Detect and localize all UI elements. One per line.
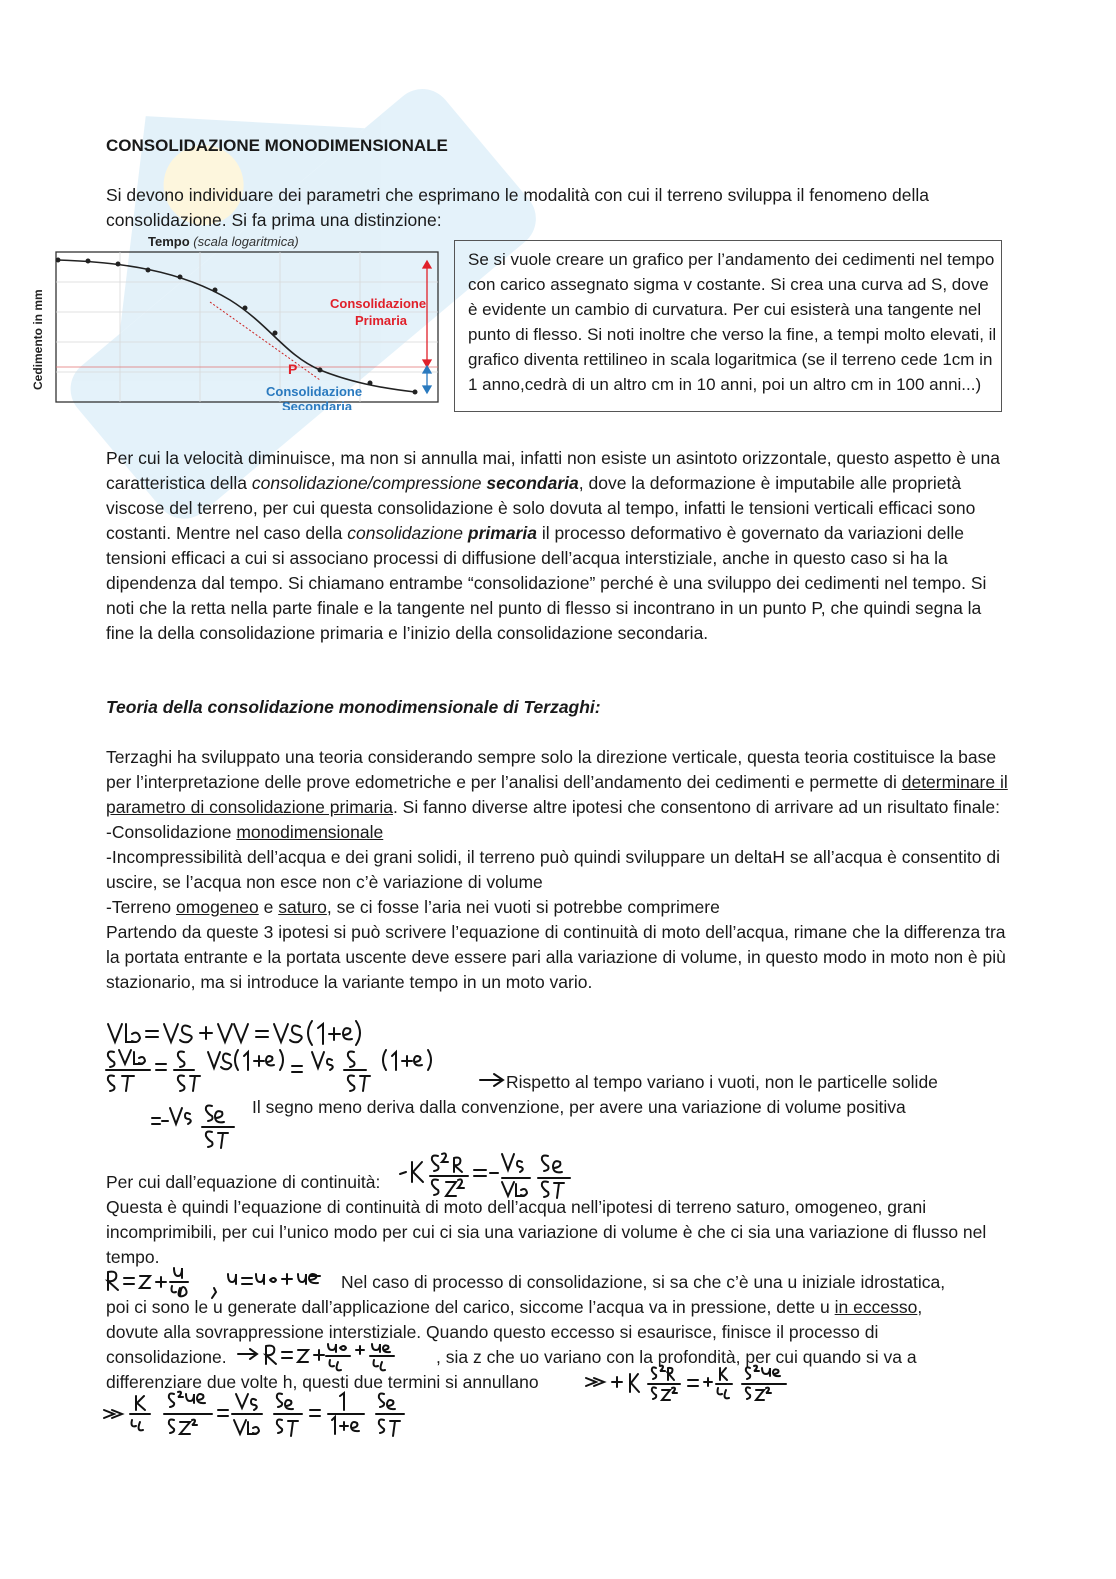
infobox-text: Se si vuole creare un grafico per l’andamento dei cedimenti nel tempo con carico assegnato sigma v costante. Si crea una curva ad S, dove è evidente un cambio di curvatura. Per cui esisterà una tangente nel punto di flesso. Si noti inoltre che verso la fine, a tempi molto elevati, il grafico diventa rettilineo in scala logaritmica (se il terreno cede 1cm in 1 anno,cedrà di un altro cm in 10 anni, poi un altro cm in 100 anni...) (468, 250, 997, 394)
primary-label-1: Consolidazione (330, 296, 427, 311)
chart-top-label: Tempo (scala logaritmica) (148, 234, 299, 249)
chart-description-box (454, 240, 1002, 412)
section-heading-terzaghi: Teoria della consolidazione monodimensionale di Terzaghi: (106, 697, 601, 717)
terzaghi-intro: Terzaghi ha sviluppato una teoria considerando sempre solo la direzione verticale, questa teoria costituisce la base per l’interpretazione delle prove edometriche e per l’analisi dell’andamento dei cedimenti e permette di determinare il parametro di consolidazione primaria. Si fanno diverse altre ipotesi che consentono di arrivare ad un risultato finale: (106, 747, 1008, 817)
hypothesis-3: -Terreno omogeneo e saturo, se ci fosse l’aria nei vuoti si potrebbe comprimere (106, 897, 720, 917)
continuity-label: Per cui dall’equazione di continuità: (106, 1172, 381, 1192)
note-overpressure: dovute alla sovrappressione interstiziale. Quando questo eccesso si esaurisce, finisce il processo di (106, 1322, 879, 1342)
continuity-intro: Partendo da queste 3 ipotesi si può scrivere l’equazione di continuità di moto dell’acqua, rimane che la differenza tra la portata entrante e la portata uscente deve essere pari alla variazione di volume, in questo modo in moto non è più stazionario, ma si introduce la variante tempo in un moto vario. (106, 922, 1006, 992)
note-excess-pressure: poi ci sono le u generate dall’applicazione del carico, siccome l’acqua va in pressione, dette u in eccesso, (106, 1297, 923, 1317)
note-consolidation-initial-u: Nel caso di processo di consolidazione, si sa che c’è una u iniziale idrostatica, (341, 1272, 946, 1292)
consolidation-curve-chart (30, 230, 455, 410)
chart-y-label: Cedimento in mm (31, 289, 45, 390)
intro-paragraph: Si devono individuare dei parametri che esprimano le modalità con cui il terreno sviluppa il fenomeno della consolidazione. Si fa prima una distinzione: (106, 185, 929, 230)
point-p-label: P (288, 361, 298, 377)
primary-label-2: Primaria (355, 313, 408, 328)
page-title: CONSOLIDAZIONE MONODIMENSIONALE (106, 136, 448, 155)
handwritten-formula-terzaghi (102, 1388, 442, 1440)
terzaghi-paragraph (106, 745, 1011, 995)
hypothesis-1: -Consolidazione monodimensionale (106, 822, 384, 842)
handwritten-formula-volume (104, 1018, 364, 1048)
note-differentiate: differenziare due volte h, questi due termini si annullano (106, 1372, 539, 1392)
secondary-arrow (423, 366, 431, 393)
note-minus-sign: Il segno meno deriva dalla convenzione, per avere una variazione di volume positiva (252, 1097, 906, 1117)
handwritten-formula-continuity (398, 1150, 583, 1200)
note-z-u0-vary: , sia z che uo variano con la profondità, per cui quando si va a (436, 1347, 917, 1367)
handwritten-formula-minus-vs (150, 1100, 240, 1150)
secondary-label-1: Consolidazione (266, 384, 363, 399)
note-voids-vary: Rispetto al tempo variano i vuoti, non le particelle solide (506, 1072, 938, 1092)
continuity-explanation: Questa è quindi l’equazione di continuità di moto dell’acqua nell’ipotesi di terreno saturo, omogeneo, grani incomprimibili, per cui l’unico modo per cui ci sia una variazione di volume è che ci sia una variazione di flusso nel tempo. (106, 1197, 987, 1267)
secondary-primary-paragraph: Per cui la velocità diminuisce, ma non si annulla mai, infatti non esiste un asintoto orizzontale, questo aspetto è una caratteristica della consolidazione/compressione secondaria, dove la deformazione è imputabile alle proprietà viscose del terreno, per cui questa consolidazione è solo dovuta al tempo, infatti le tensioni verticali efficaci sono costanti. Mentre nel caso della consolidazione primaria il processo deformativo è governato da variazioni delle tensioni efficaci a cui si associano processi di diffusione dell’acqua interstiziale, anche in questo caso si ha la dipendenza dal tempo. Si chiamano entrambe “consolidazione” perché è una sviluppo dei cedimenti nel tempo. Si noti che la retta nella parte finale e la tangente nel punto di flesso si incontrano in un punto P, che quindi segna la fine la della consolidazione primaria e l’inizio della consolidazione secondaria. (106, 448, 1000, 643)
handwritten-formula-derivative (104, 1046, 474, 1094)
hypothesis-2: -Incompressibilità dell’acqua e dei grani solidi, il terreno può quindi sviluppare un deltaH se all’acqua è consentito di uscire, se l’acqua non esce non c’è variazione di volume (106, 847, 1000, 892)
tangent-line (210, 302, 320, 380)
handwritten-formula-second-derivative (584, 1364, 824, 1408)
primary-arrow (423, 261, 431, 367)
secondary-label-2: Secondaria (282, 399, 353, 410)
handwritten-arrow-1 (478, 1072, 506, 1088)
note-consolidation-end: consolidazione. (106, 1347, 227, 1367)
